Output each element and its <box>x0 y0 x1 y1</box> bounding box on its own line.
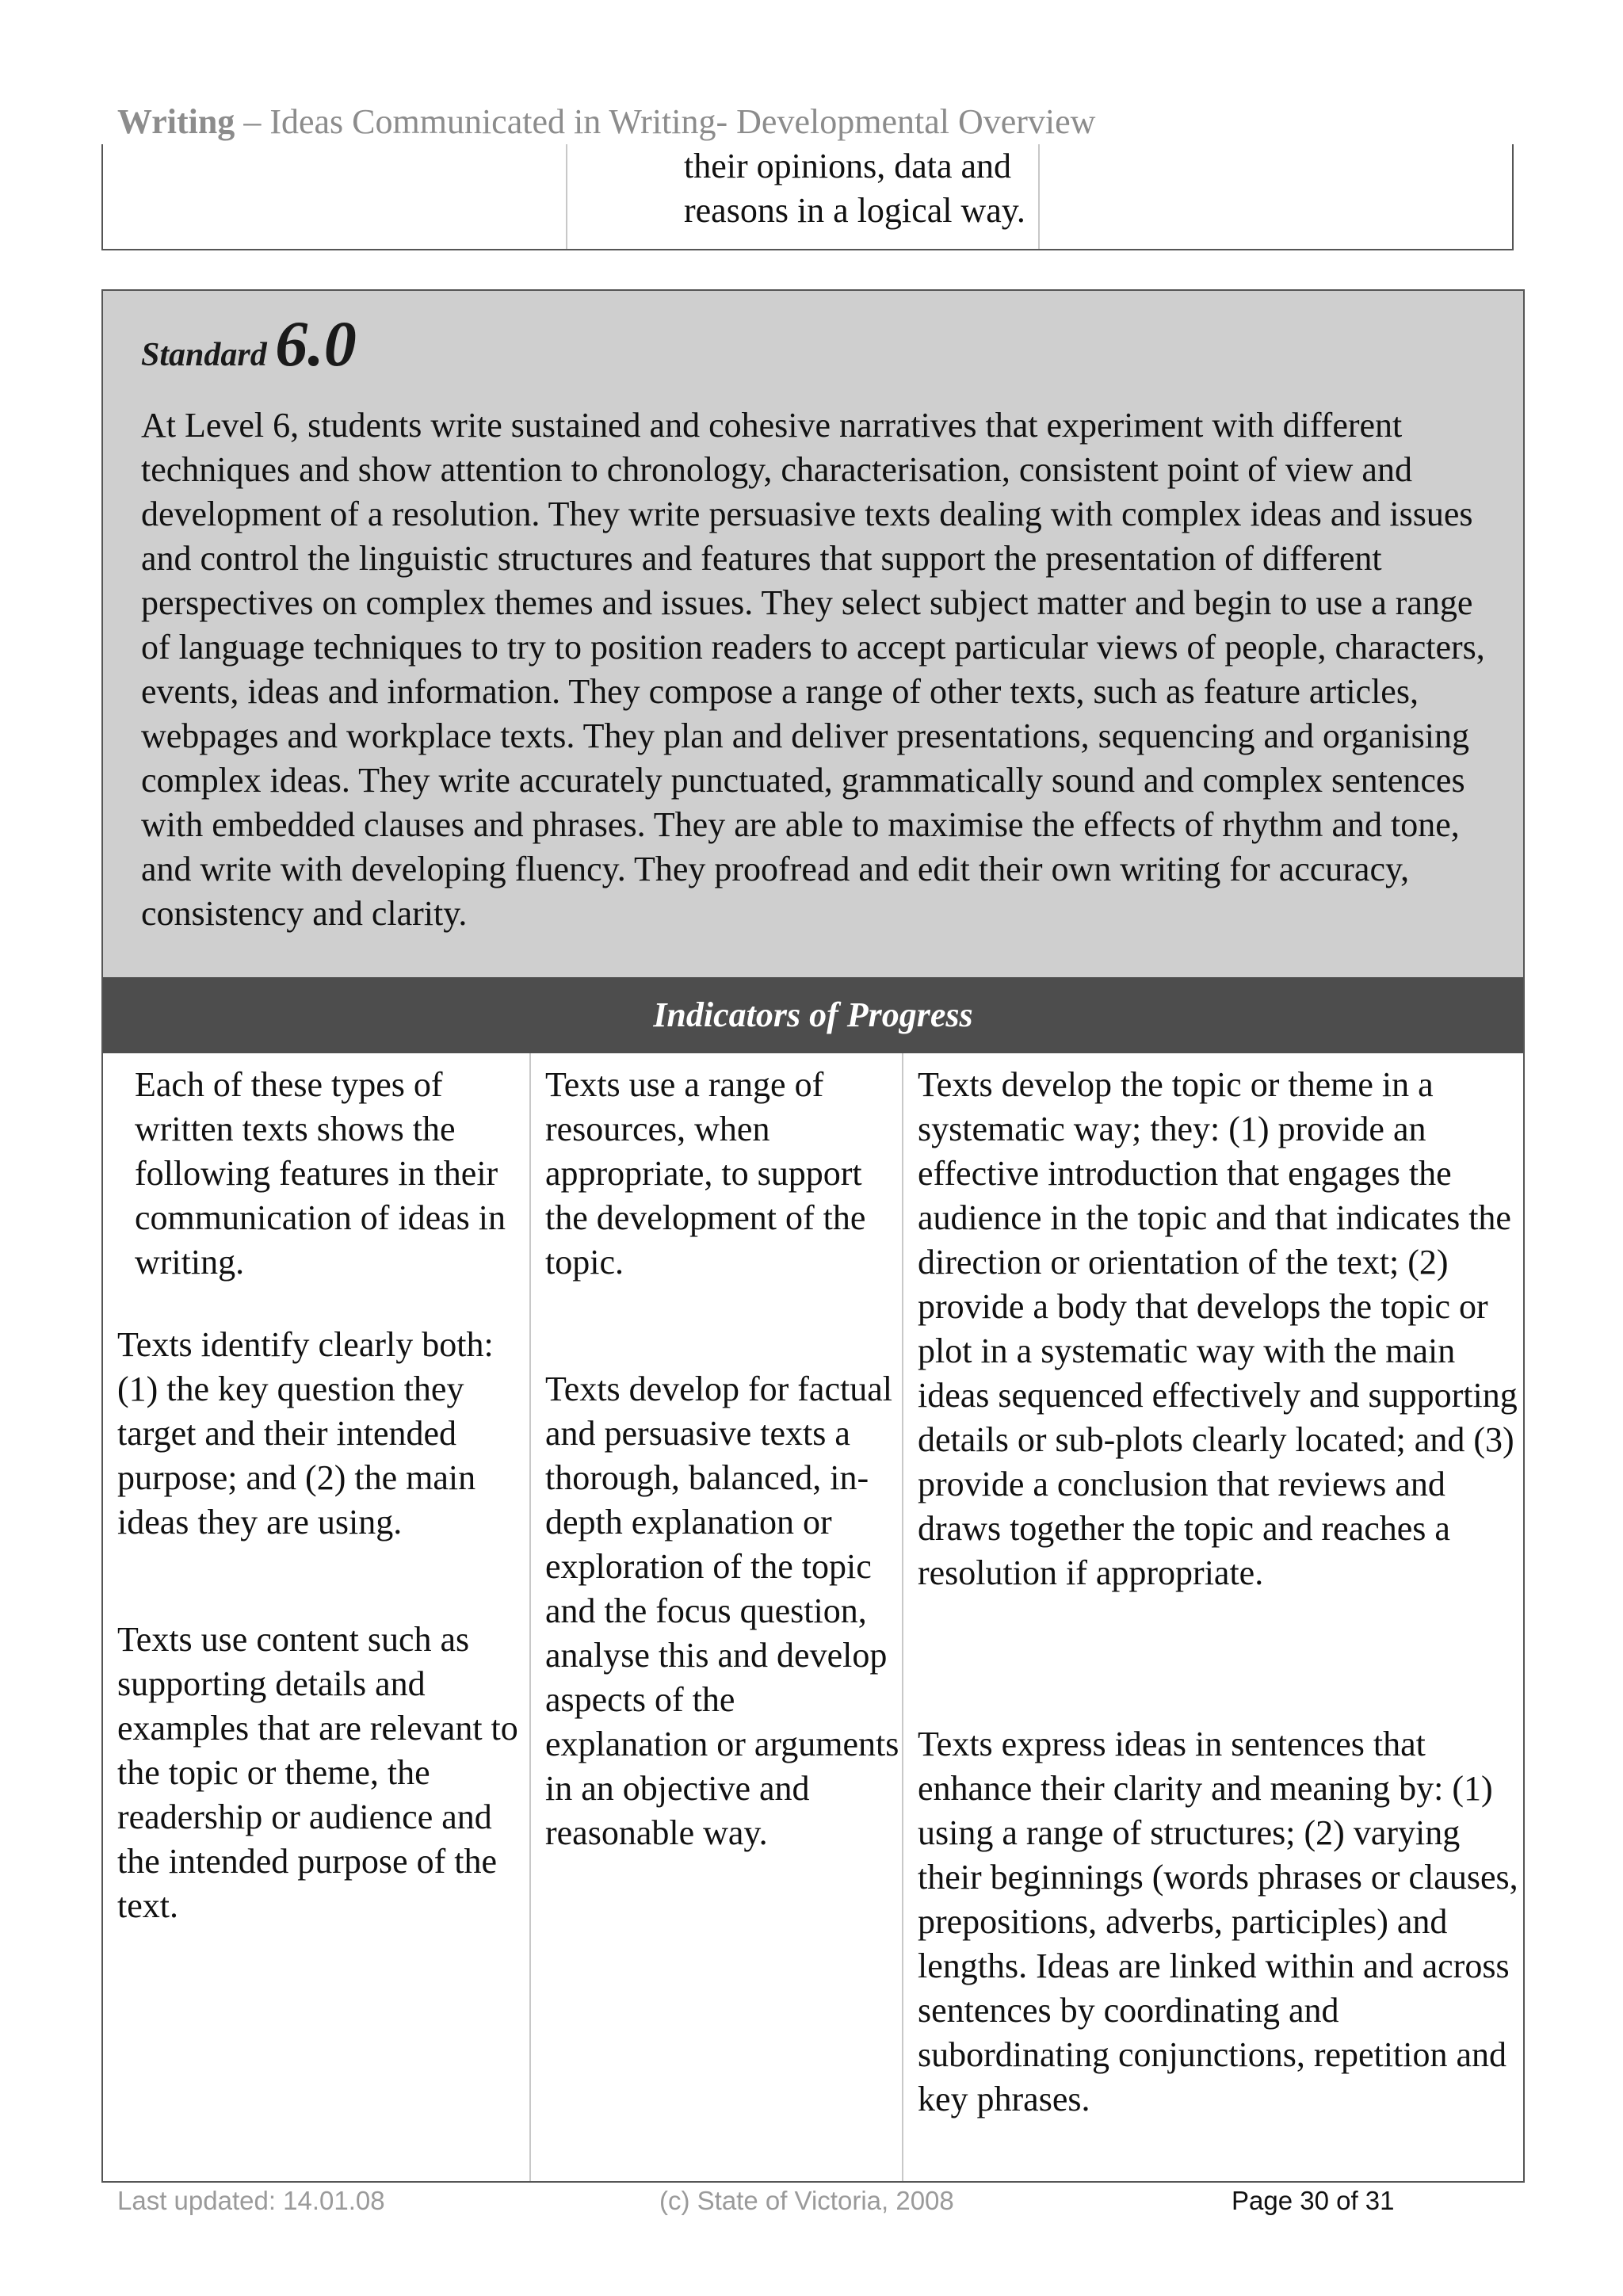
indicator-paragraph: Texts identify clearly both: (1) the key question they target and their intended purpose; and (2) the main ideas they are using. <box>117 1325 494 1541</box>
header-subject: Writing <box>117 102 235 141</box>
standard-title <box>141 307 357 381</box>
column-1-intro: Each of these types of written texts shows the following features in their communication of ideas in writing. <box>135 1065 506 1282</box>
table-column-divider <box>1038 144 1040 249</box>
footer-page-number: Page 30 of 31 <box>1232 2186 1395 2215</box>
standard-number: 6.0 <box>275 308 357 380</box>
previous-table-continuation <box>101 144 1514 250</box>
indicators-heading: Indicators of Progress <box>103 977 1523 1053</box>
standard-label: Standard <box>141 337 276 373</box>
standard-description: At Level 6, students write sustained and cohesive narratives that experiment with different techniques and show attention to chronology, characterisation, consistent point of view and development of a resolution. They write persuasive texts dealing with complex ideas and issues and control the linguistic structures and features that support the presentation of different perspectives on complex themes and issues. They select subject matter and begin to use a range of language techniques to try to position readers to accept particular views of people, characters, events, ideas and information. They compose a range of other texts, such as feature articles, webpages and workplace texts. They plan and deliver presentations, sequencing and organising complex ideas. They write accurately punctuated, grammatically sound and complex sentences with embedded clauses and phrases. They are able to maximise the effects of rhythm and tone, and write with developing fluency. They proofread and edit their own writing for accuracy, consistency and clarity. <box>141 406 1485 933</box>
indicator-paragraph: Texts develop the topic or theme in a systematic way; they: (1) provide an effective introduction that engages the audience in the topic and that indicates the direction or orientation of the text; (2) provide a body that develops the topic or plot in a systematic way with the main ideas sequenced effectively and supporting details or sub-plots clearly located; and (3) provide a conclusion that reviews and draws together the topic and reaches a resolution if appropriate. <box>918 1065 1518 1592</box>
indicator-column-3 <box>902 1053 1523 2181</box>
header-title: – Ideas Communicated in Writing- Developmental Overview <box>235 102 1096 141</box>
indicator-paragraph: Texts express ideas in sentences that enhance their clarity and meaning by: (1) using a range of structures; (2) varying their beginnings (words phrases or clauses, prepositions, adverbs, participles) and lengths. Ideas are linked within and across sentences by coordinating and subordinating conjunctions, repetition and key phrases. <box>918 1725 1518 2118</box>
indicator-column-2 <box>529 1053 903 2181</box>
footer-copyright: (c) State of Victoria, 2008 <box>659 2186 954 2215</box>
standard-summary-panel <box>103 291 1523 977</box>
indicator-paragraph: Texts use a range of resources, when appropriate, to support the development of the topic. <box>545 1065 866 1282</box>
indicator-paragraph: Texts use content such as supporting details and examples that are relevant to the topic or theme, the readership or audience and the intended purpose of the text. <box>117 1620 518 1925</box>
footer-last-updated: Last updated: 14.01.08 <box>117 2186 385 2215</box>
continued-cell-text: their opinions, data and reasons in a logical way. <box>684 147 1025 230</box>
indicator-column-1 <box>103 1053 529 2181</box>
indicator-paragraph: Texts develop for factual and persuasive texts a thorough, balanced, in-depth explanation or exploration of the topic and the focus question, analyse this and develop aspects of the explanation or arguments in an objective and reasonable way. <box>545 1370 899 1852</box>
table-column-divider <box>566 144 567 249</box>
standard-6-box <box>101 289 1525 2183</box>
page-header <box>117 101 1095 142</box>
